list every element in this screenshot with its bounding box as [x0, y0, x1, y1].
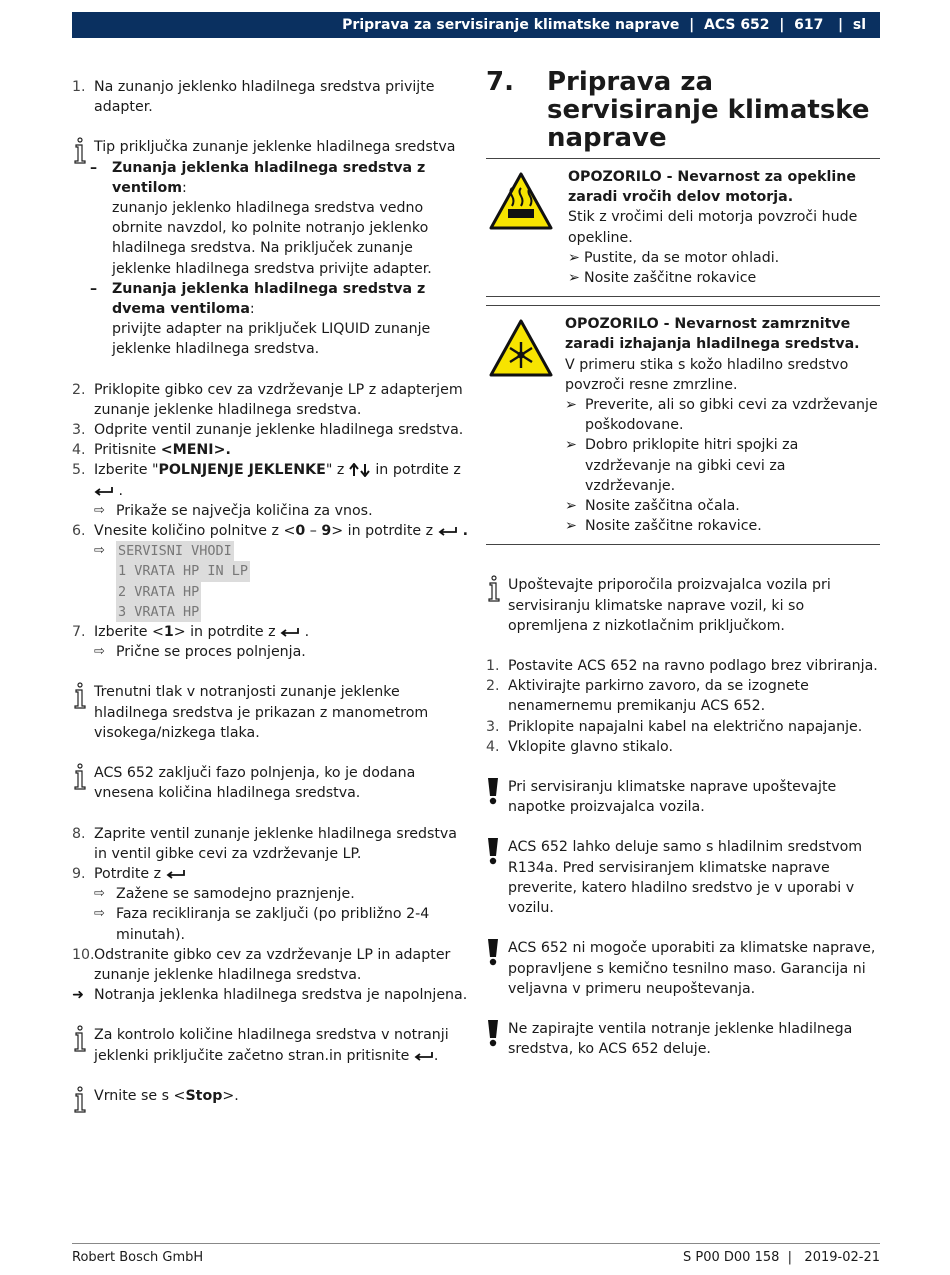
up-down-arrow-icon — [349, 463, 371, 477]
info-icon — [72, 1086, 88, 1114]
step-text: Zaprite ventil zunanje jeklenke hladilnega sredstva in ventil gibke cevi za vzdrževanje LP. — [94, 825, 457, 862]
step-number: 3. — [486, 718, 500, 735]
warning-freeze — [486, 306, 880, 544]
note-text: ACS 652 ni mogoče uporabiti za klimatske naprave, popravljene s kemično tesnilno maso. Garancija ni veljavna v primeru neupoštevanja. — [508, 940, 876, 997]
exclamation-icon — [486, 1019, 500, 1047]
info-icon — [72, 682, 88, 710]
menu-label: POLNJENJE JEKLENKE — [158, 462, 326, 479]
step-text: Nosite zaščitne rokavice — [584, 270, 757, 287]
important-note — [486, 1019, 880, 1059]
step-5 — [72, 460, 470, 500]
step-1 — [72, 77, 470, 117]
warning-text: V primeru stika s kožo hladilno sredstvo povzroči resne zmrzline. — [565, 356, 849, 393]
step-8 — [72, 824, 470, 864]
step-9-result — [72, 904, 470, 944]
step-text: > in potrdite z — [173, 624, 281, 641]
step-number: 6. — [72, 523, 86, 540]
step-number: 1. — [72, 79, 86, 95]
info-text-part: . — [433, 1047, 439, 1064]
info-text-part: >. — [222, 1087, 239, 1104]
display-line: 3 VRATA HP — [116, 602, 201, 622]
step-text: > in potrdite z — [331, 523, 438, 540]
info-text-part: Za kontrolo količine hladilnega sredstva v notranji jeklenki priključite začetno stran.in pritisnite — [94, 1027, 449, 1064]
display-readout — [72, 541, 470, 622]
warning-step — [568, 248, 880, 268]
step-6 — [72, 521, 470, 541]
note-text: Ne zapirajte ventila notranje jeklenke hladilnega sredstva, ko ACS 652 deluje. — [508, 1020, 853, 1058]
info-note — [72, 1025, 470, 1065]
chevron-arrow-icon: ➢ — [565, 498, 577, 515]
page-header-bar — [72, 12, 880, 38]
step-text: " z — [325, 462, 349, 479]
enter-key-icon — [280, 627, 300, 637]
warning-title: OPOZORILO - Nevarnost zamrznitve zaradi izhajanja hladilnega sredstva. — [565, 316, 860, 353]
exclamation-icon — [486, 777, 500, 805]
step-text: Nosite zaščitne rokavice. — [585, 518, 762, 535]
chapter-title: Priprava za servisiranje klimatske naprave — [547, 67, 870, 153]
info-icon — [72, 1025, 88, 1053]
info-note — [72, 763, 470, 803]
warning-step — [565, 435, 880, 496]
warning-burns — [486, 159, 880, 296]
connection-type-two-valves: – Zunanja jeklenka hladilnega sredstva z dvema ventiloma: privijte adapter na priključek LIQUID zunanje jeklenke hladilnega sredstva. — [90, 280, 431, 358]
warning-step — [565, 395, 880, 435]
setup-step — [486, 676, 880, 716]
step-number: 9. — [72, 865, 86, 882]
right-column — [486, 68, 880, 1059]
step-number: 10. — [72, 946, 95, 963]
enter-key-icon — [438, 526, 458, 536]
step-3 — [72, 420, 470, 440]
result-text: Prikaže se največja količina za vnos. — [116, 502, 373, 519]
step-number: 7. — [72, 624, 86, 641]
final-result-arrow-icon: ➜ — [72, 987, 84, 1004]
step-number: 5. — [72, 462, 86, 479]
exclamation-icon — [486, 938, 500, 966]
chevron-arrow-icon: ➢ — [568, 249, 580, 266]
step-10 — [72, 945, 470, 985]
info-note — [72, 682, 470, 743]
note-text: ACS 652 lahko deluje samo s hladilnim sredstvom R134a. Pred servisiranjem klimatske naprave preverite, katero hladilno sredstvo je v uporabi v vozilu. — [508, 839, 863, 917]
step-text: Vnesite količino polnitve z < — [94, 523, 296, 540]
final-result — [72, 985, 470, 1005]
result-text: Faza recikliranja se zaključi (po približno 2-4 minutah). — [116, 906, 430, 943]
warning-step — [565, 496, 880, 516]
enter-key-icon — [166, 869, 186, 879]
warning-step — [565, 516, 880, 536]
step-text: in potrdite z — [370, 462, 461, 479]
step-text: Nosite zaščitna očala. — [585, 498, 740, 515]
step-number: 2. — [486, 678, 500, 695]
step-number: 2. — [72, 381, 86, 398]
header-text: Priprava za servisiranje klimatske naprave | ACS 652 | 617 | sl — [342, 17, 866, 33]
step-text: Odstranite gibko cev za vzdrževanje LP in adapter zunanje jeklenke hladilnega sredstva. — [94, 946, 451, 983]
result-text: Notranja jeklenka hladilnega sredstva je napolnjena. — [94, 987, 468, 1004]
key-label: Stop — [185, 1087, 223, 1104]
step-text: Priklopite gibko cev za vzdrževanje LP z adapterjem zunanje jeklenke hladilnega sredstva. — [94, 381, 463, 418]
display-line: 2 VRATA HP — [116, 582, 201, 602]
step-4 — [72, 440, 470, 460]
footer-company: Robert Bosch GmbH — [72, 1250, 204, 1265]
info-text: ACS 652 zaključi fazo polnjenja, ko je dodana vnesena količina hladilnega sredstva. — [94, 765, 416, 802]
result-arrow-icon: ⇨ — [94, 886, 105, 902]
step-text: Aktivirajte parkirno zavoro, da se izognete nenamernemu premikanju ACS 652. — [508, 678, 809, 715]
info-text: Tip priključka zunanje jeklenke hladilnega sredstva — [94, 139, 456, 156]
info-text: Upoštevajte priporočila proizvajalca vozila pri servisiranju klimatske naprave vozil, ki so opremljena z nizkotlačnim priključkom. — [508, 577, 831, 634]
hot-surface-warning-icon — [488, 171, 554, 231]
step-text: Preverite, ali so gibki cevi za vzdrževanje poškodovane. — [585, 397, 878, 434]
step-text: Izberite " — [94, 462, 159, 479]
chevron-arrow-icon: ➢ — [565, 397, 577, 414]
setup-step — [486, 737, 880, 757]
step-text: Vklopite glavno stikalo. — [508, 738, 673, 755]
info-text — [94, 1025, 470, 1065]
enter-key-icon — [94, 486, 114, 496]
chapter-heading — [486, 68, 880, 152]
result-text: Prične se proces polnjenja. — [116, 644, 306, 661]
step-text: . — [300, 624, 310, 641]
key-label: 9 — [321, 523, 332, 540]
step-9-result — [72, 884, 470, 904]
result-arrow-icon: ⇨ — [94, 644, 105, 660]
left-column — [72, 77, 470, 1106]
result-arrow-icon: ⇨ — [94, 502, 105, 518]
info-text-part: Vrnite se s < — [94, 1087, 186, 1104]
info-text — [94, 1086, 470, 1106]
step-text: . — [457, 523, 468, 540]
key-label: 0 — [295, 523, 306, 540]
info-icon — [72, 763, 88, 791]
important-note — [486, 938, 880, 999]
info-text: Trenutni tlak v notranjosti zunanje jeklenke hladilnega sredstva je prikazan z manometrom visokega/nizkega tlaka. — [94, 684, 429, 741]
bold-label: Zunanja jeklenka hladilnega sredstva z dvema ventiloma — [112, 280, 426, 318]
important-note — [486, 837, 880, 918]
step-text: . — [114, 482, 124, 499]
step-text: Na zunanjo jeklenko hladilnega sredstva privijte adapter. — [94, 79, 435, 116]
warning-text: Stik z vročimi deli motorja povzroči hude opekline. — [568, 209, 858, 246]
sub-text: privijte adapter na priključek LIQUID zunanje jeklenke hladilnega sredstva. — [112, 321, 431, 358]
step-text: Pustite, da se motor ohladi. — [584, 249, 780, 266]
result-arrow-icon: ⇨ — [94, 543, 105, 559]
info-icon — [486, 575, 502, 603]
step-text: Odprite ventil zunanje jeklenke hladilnega sredstva. — [94, 422, 464, 439]
footer-divider — [72, 1243, 880, 1244]
step-number: 4. — [72, 442, 86, 459]
display-line: 1 VRATA HP IN LP — [116, 561, 250, 581]
step-5-result — [72, 501, 470, 521]
info-note — [486, 575, 880, 636]
step-number: 4. — [486, 738, 500, 755]
step-text: Postavite ACS 652 na ravno podlago brez vibriranja. — [508, 658, 878, 675]
warning-step — [568, 268, 880, 288]
step-text: – — [305, 523, 322, 540]
connection-type-valve: – Zunanja jeklenka hladilnega sredstva z ventilom: zunanjo jeklenko hladilnega sredstva vedno obrnite navzdol, ko polnite notranjo jeklenko hladilnega sredstva. Na priključek zunanje jeklenke hladilnega sredstva privijte adapter. — [90, 159, 432, 277]
step-7 — [72, 622, 470, 642]
step-number: 3. — [72, 422, 86, 439]
step-7-result — [72, 642, 470, 662]
chevron-arrow-icon: ➢ — [565, 518, 577, 535]
chevron-arrow-icon: ➢ — [568, 270, 580, 287]
result-text: Zažene se samodejno praznjenje. — [116, 886, 355, 903]
info-note — [72, 137, 470, 157]
note-text: Pri servisiranju klimatske naprave upoštevajte napotke proizvajalca vozila. — [508, 779, 837, 816]
step-text: Pritisnite — [94, 442, 161, 459]
step-text: Potrdite z — [94, 865, 166, 882]
step-text: Izberite < — [94, 624, 164, 641]
footer-doc-info: S P00 D00 158 | 2019-02-21 — [683, 1250, 880, 1265]
sub-text: zunanjo jeklenko hladilnega sredstva vedno obrnite navzdol, ko polnite notranjo jeklenko hladilnega sredstva. Na priključek zunanje jeklenke hladilnega sredstva privijte adapter. — [112, 200, 432, 277]
step-number: 1. — [486, 658, 500, 675]
info-note — [72, 1086, 470, 1106]
setup-step — [486, 656, 880, 676]
exclamation-icon — [486, 837, 500, 865]
key-label: 1 — [163, 624, 174, 641]
bold-label: Zunanja jeklenka hladilnega sredstva z ventilom — [112, 159, 426, 196]
freeze-warning-icon — [488, 318, 554, 378]
step-text: Priklopite napajalni kabel na električno napajanje. — [508, 718, 863, 735]
important-note — [486, 777, 880, 817]
dash-bullet: – — [90, 159, 98, 176]
step-9 — [72, 864, 470, 884]
step-text: Dobro priklopite hitri spojki za vzdrževanje na gibki cevi za vzdrževanje. — [585, 437, 799, 494]
dash-bullet: – — [90, 280, 98, 297]
step-2 — [72, 380, 470, 420]
enter-key-icon — [414, 1051, 434, 1061]
key-label: <MENI>. — [160, 442, 231, 459]
result-arrow-icon: ⇨ — [94, 906, 105, 922]
setup-step — [486, 717, 880, 737]
step-number: 8. — [72, 825, 86, 842]
chevron-arrow-icon: ➢ — [565, 437, 577, 454]
warning-title: OPOZORILO - Nevarnost za opekline zaradi vročih delov motorja. — [568, 169, 856, 206]
chapter-number: 7. — [486, 67, 514, 97]
display-line: SERVISNI VHODI — [116, 541, 234, 561]
